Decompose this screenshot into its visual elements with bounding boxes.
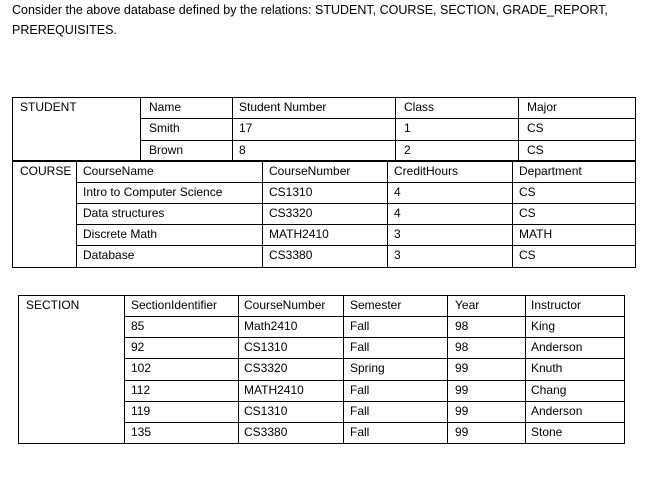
section-cell: Spring xyxy=(350,361,385,375)
course-cell: 3 xyxy=(394,227,401,241)
section-cell: Math2410 xyxy=(244,319,298,333)
question-text xyxy=(12,0,652,40)
section-cell: 112 xyxy=(131,383,151,397)
course-cell: 3 xyxy=(394,248,401,262)
course-cell: CS xyxy=(519,248,536,262)
section-cell: 135 xyxy=(131,425,152,439)
student-cell: 2 xyxy=(404,143,411,157)
section-header-course-number: CourseNumber xyxy=(244,298,326,312)
student-cell: 1 xyxy=(404,121,411,135)
section-cell: CS1310 xyxy=(244,404,288,418)
section-cell: Fall xyxy=(350,340,370,354)
section-cell: 99 xyxy=(455,383,469,397)
section-header-semester: Semester xyxy=(350,298,402,312)
student-cell: 8 xyxy=(239,143,246,157)
course-cell: Data structures xyxy=(83,206,165,220)
course-cell: MATH xyxy=(519,227,553,241)
section-cell: Fall xyxy=(350,404,370,418)
section-relation-name: SECTION xyxy=(26,298,80,312)
course-header-number: CourseNumber xyxy=(269,164,351,178)
course-cell: CS1310 xyxy=(269,185,313,199)
course-cell: 4 xyxy=(394,206,401,220)
section-cell: Anderson xyxy=(531,340,583,354)
course-cell: CS3320 xyxy=(269,206,313,220)
student-cell: 17 xyxy=(239,121,253,135)
section-cell: Fall xyxy=(350,383,370,397)
section-cell: 99 xyxy=(455,404,469,418)
course-cell: 4 xyxy=(394,185,401,199)
question-line-1: Consider the above database defined by the relations: STUDENT, COURSE, SECTION, GRADE_REPORT, xyxy=(12,3,608,17)
course-header-credits: CreditHours xyxy=(394,164,459,178)
student-header-major: Major xyxy=(527,100,558,114)
student-header-name: Name xyxy=(149,100,182,114)
course-cell: CS3380 xyxy=(269,248,313,262)
course-cell: MATH2410 xyxy=(269,227,329,241)
section-cell: Anderson xyxy=(531,404,583,418)
section-cell: Chang xyxy=(531,383,567,397)
student-header-number: Student Number xyxy=(239,100,327,114)
course-cell: Discrete Math xyxy=(83,227,158,241)
student-cell: Brown xyxy=(149,143,184,157)
course-cell: Database xyxy=(83,248,135,262)
section-cell: 98 xyxy=(455,340,469,354)
question-line-2: PREREQUISITES. xyxy=(12,23,117,37)
section-cell: CS3320 xyxy=(244,361,288,375)
section-cell: Stone xyxy=(531,425,563,439)
section-cell: 102 xyxy=(131,361,152,375)
student-cell: CS xyxy=(527,121,544,135)
section-cell: 99 xyxy=(455,361,469,375)
section-cell: 85 xyxy=(131,319,145,333)
section-cell: Fall xyxy=(350,425,370,439)
course-relation-name: COURSE xyxy=(20,164,72,178)
section-header-instructor: Instructor xyxy=(531,298,582,312)
course-header-department: Department xyxy=(519,164,582,178)
section-header-identifier: SectionIdentifier xyxy=(131,298,218,312)
course-cell: CS xyxy=(519,185,536,199)
student-relation-name: STUDENT xyxy=(20,100,77,114)
course-cell: Intro to Computer Science xyxy=(83,185,223,199)
course-cell: CS xyxy=(519,206,536,220)
section-cell: CS1310 xyxy=(244,340,288,354)
section-cell: King xyxy=(531,319,556,333)
student-header-class: Class xyxy=(404,100,435,114)
section-cell: 99 xyxy=(455,425,469,439)
section-cell: 92 xyxy=(131,340,145,354)
section-cell: Fall xyxy=(350,319,370,333)
section-cell: CS3380 xyxy=(244,425,288,439)
student-cell: CS xyxy=(527,143,544,157)
section-header-year: Year xyxy=(455,298,480,312)
section-cell: MATH2410 xyxy=(244,383,304,397)
student-cell: Smith xyxy=(149,121,180,135)
section-cell: 98 xyxy=(455,319,469,333)
course-header-name: CourseName xyxy=(83,164,154,178)
section-cell: Knuth xyxy=(531,361,563,375)
section-cell: 119 xyxy=(131,404,151,418)
